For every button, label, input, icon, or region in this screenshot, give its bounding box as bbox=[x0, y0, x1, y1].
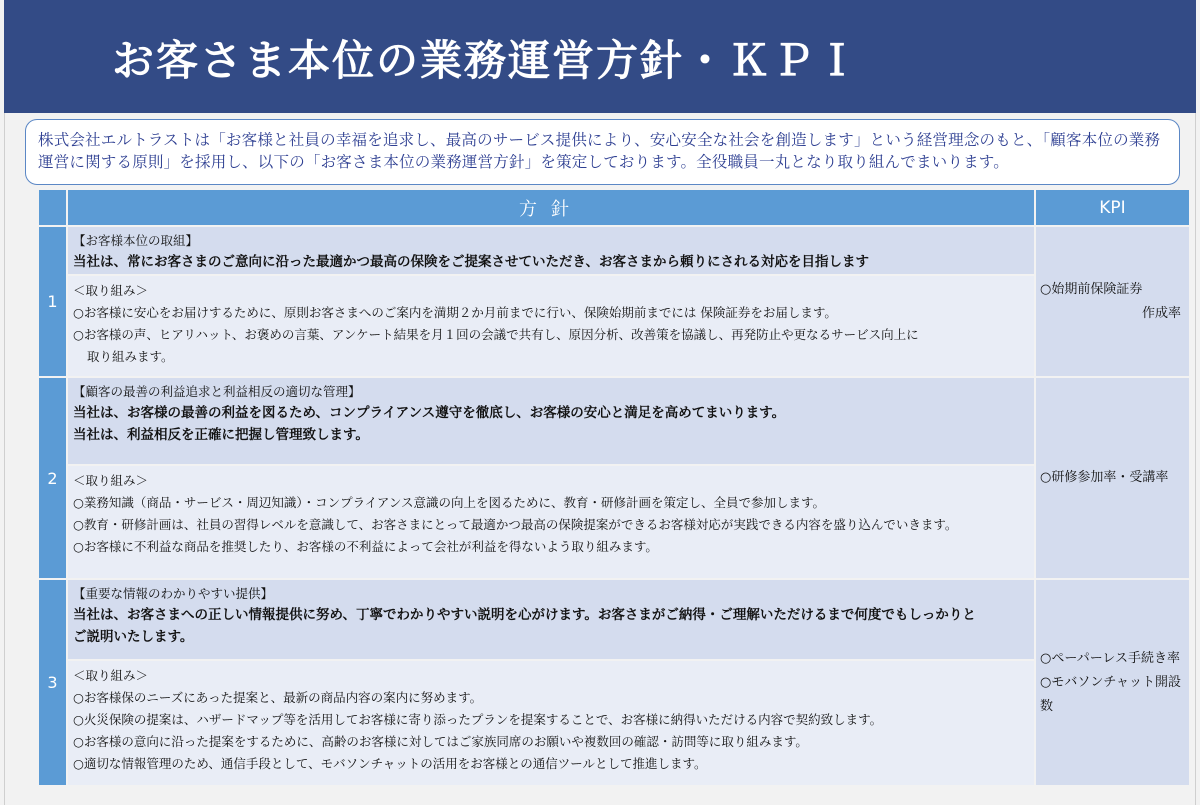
intro-box bbox=[25, 119, 1180, 185]
section-kpi bbox=[1036, 227, 1189, 376]
kpi-item: 作成率 bbox=[1141, 305, 1181, 321]
section-statement: 当社は、お客様の最善の利益を図るため、コンプライアンス遵守を徹底し、お客様の安心と満足を高めてまいります。 bbox=[73, 405, 786, 421]
section-kpi bbox=[1036, 378, 1189, 578]
effort-item: ○お客様に不利益な商品を推奨したり、お客様の不利益によって会社が利益を得ないよう取り組みます。 bbox=[73, 539, 658, 554]
effort-item: ○適切な情報管理のため、通信手段として、モバソンチャットの活用をお客様との通信ツールとして推進します。 bbox=[73, 756, 707, 771]
effort-item: ○お客様に安心をお届けするために、原則お客さまへのご案内を満期２か月前までに行い、保険始期前までには 保険証券をお届します。 bbox=[73, 305, 837, 320]
section-statement: 当社は、お客さまへの正しい情報提供に努め、丁寧でわかりやすい説明を心がけます。お客さまがご納得・ご理解いただけるまで何度でもしっかりと bbox=[73, 607, 976, 623]
section-number: 1 bbox=[39, 227, 66, 376]
section-efforts bbox=[68, 661, 1034, 785]
section-number: 2 bbox=[39, 378, 66, 578]
section-statement: 当社は、利益相反を正確に把握し管理致します。 bbox=[73, 427, 369, 443]
title-banner bbox=[4, 0, 1196, 113]
kpi-item: ○ペーパーレス手続き率 bbox=[1040, 650, 1181, 666]
effort-item: ○お客様の意向に沿った提案をするために、高齢のお客様に対してはご家族同席のお願いや複数回の確認・訪問等に取り組みます。 bbox=[73, 734, 808, 749]
section-heading bbox=[68, 378, 1034, 464]
page-title: お客さま本位の業務運営方針・ＫＰＩ bbox=[112, 36, 861, 85]
kpi-item: ○研修参加率・受講率 bbox=[1040, 470, 1169, 485]
header-num-cell bbox=[39, 190, 66, 225]
section-tag: 【顧客の最善の利益追求と利益相反の適切な管理】 bbox=[73, 384, 361, 399]
section-3 bbox=[39, 580, 1189, 785]
effort-item: ○お客様保のニーズにあった提案と、最新の商品内容の案内に努めます。 bbox=[73, 690, 483, 705]
section-2 bbox=[39, 378, 1189, 578]
kpi-item: ○始期前保険証券 bbox=[1040, 281, 1143, 297]
kpi-item: ○モバソンチャット開設数 bbox=[1040, 674, 1181, 714]
effort-item: ○教育・研修計画は、社員の習得レベルを意識して、お客さまにとって最適かつ最高の保険提案ができるお客様対応が実践できる内容を盛り込んでいきます。 bbox=[73, 517, 958, 532]
effort-item: ○お客様の声、ヒアリハット、お褒めの言葉、アンケート結果を月１回の会議で共有し、原因分析、改善策を協議し、再発防止や更なるサービス向上に bbox=[73, 327, 919, 342]
efforts-label: ＜取り組み＞ bbox=[73, 668, 149, 683]
header-policy: 方針 bbox=[68, 190, 1034, 225]
intro-text: 株式会社エルトラストは「お客様と社員の幸福を追求し、最高のサービス提供により、安心安全な社会を創造します」という経営理念のもと、「顧客本位の業務運営に関する原則」を採用し、以下の「お客さま本位の業務運営方針」を策定しております。全役職員一丸となり取り組んでまいります。 bbox=[38, 131, 1161, 171]
section-statement: 当社は、常にお客さまのご意向に沿った最適かつ最高の保険をご提案させていただき、お客さまから頼りにされる対応を目指します bbox=[73, 254, 869, 270]
section-statement: ご説明いたします。 bbox=[73, 629, 194, 645]
section-kpi bbox=[1036, 580, 1189, 785]
section-tag: 【お客様本位の取組】 bbox=[73, 233, 199, 248]
section-heading bbox=[68, 227, 1034, 274]
efforts-label: ＜取り組み＞ bbox=[73, 283, 149, 298]
effort-item: ○火災保険の提案は、ハザードマップ等を活用してお客様に寄り添ったプランを提案することで、お客様に納得いただける内容で契約致します。 bbox=[73, 712, 883, 727]
efforts-label: ＜取り組み＞ bbox=[73, 473, 149, 488]
section-number: 3 bbox=[39, 580, 66, 785]
section-1 bbox=[39, 227, 1189, 376]
section-tag: 【重要な情報のわかりやすい提供】 bbox=[73, 586, 274, 601]
effort-item: ○業務知識（商品・サービス・周辺知識）・コンプライアンス意識の向上を図るために、教育・研修計画を策定し、全員で参加します。 bbox=[73, 495, 826, 510]
section-heading bbox=[68, 580, 1034, 659]
effort-item-continued: 取り組みます。 bbox=[87, 349, 174, 364]
section-efforts bbox=[68, 276, 1034, 376]
header-kpi: KPI bbox=[1036, 190, 1189, 225]
section-efforts bbox=[68, 466, 1034, 578]
